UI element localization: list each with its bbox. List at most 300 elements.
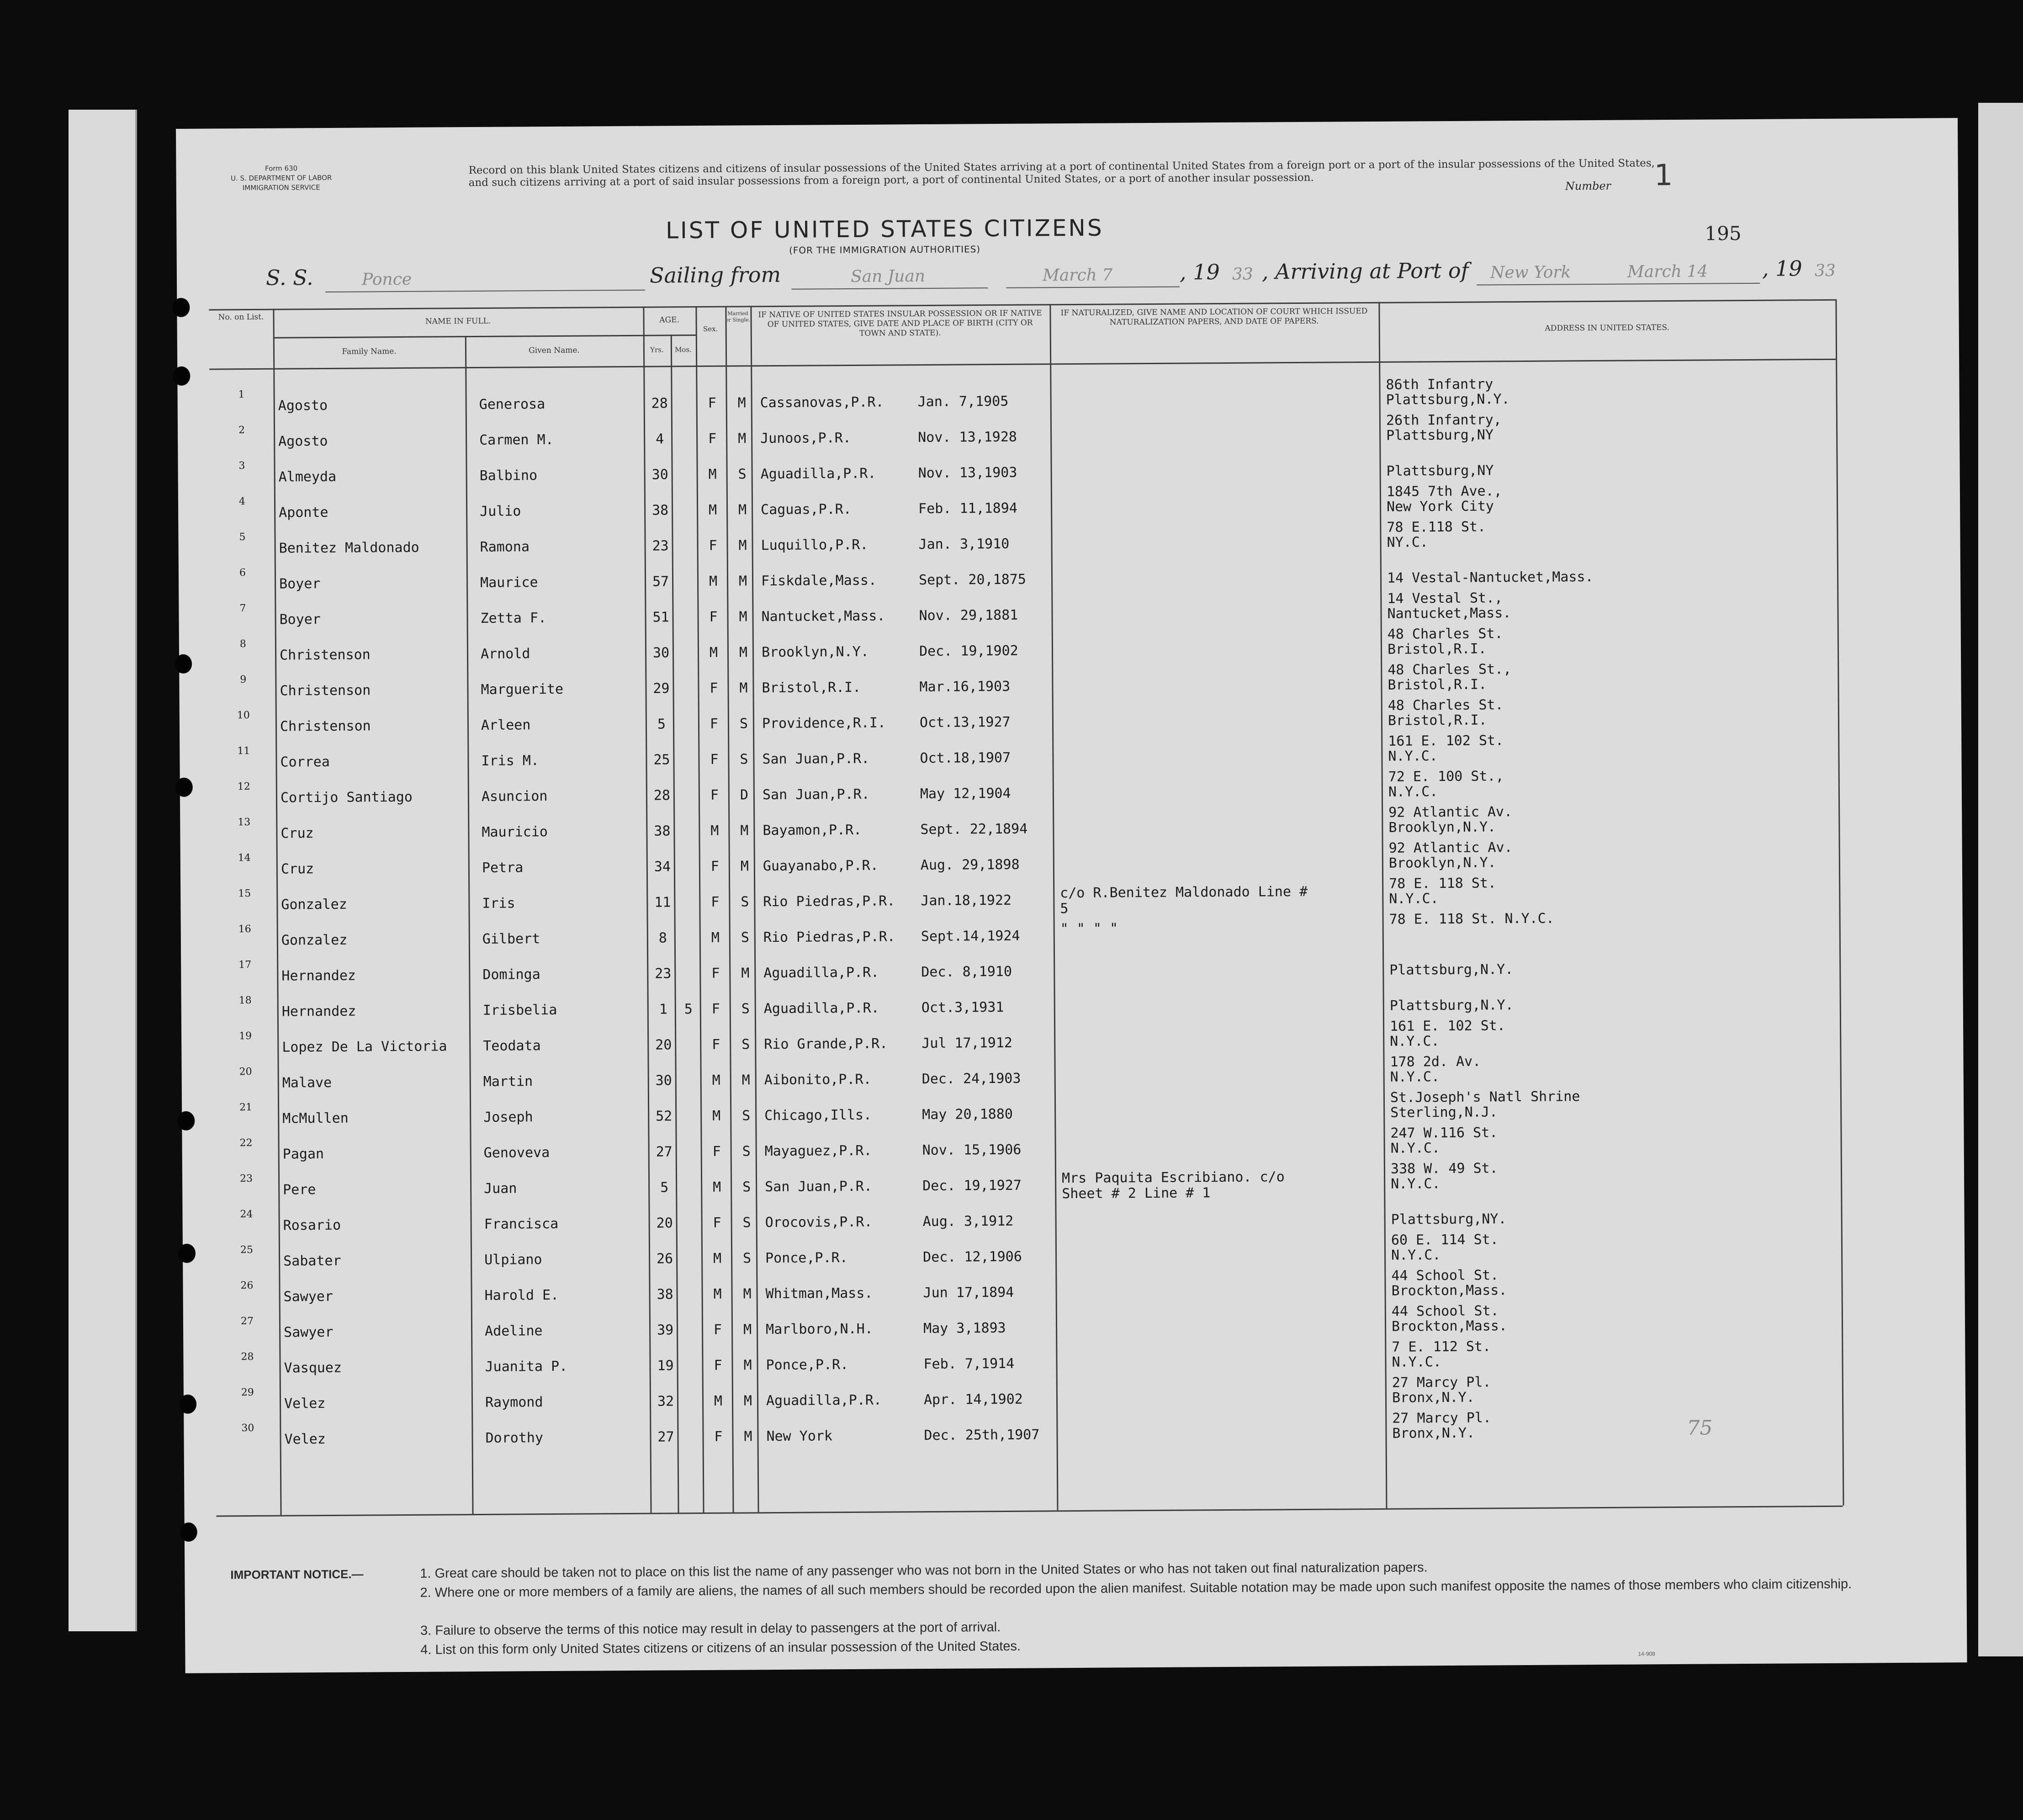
sex: M bbox=[708, 466, 717, 483]
birth-place: Ponce,P.R. bbox=[766, 1357, 849, 1374]
sex: F bbox=[710, 787, 719, 803]
marital-status: S bbox=[740, 751, 748, 768]
marital-status: M bbox=[741, 965, 750, 982]
address bbox=[1389, 911, 1554, 927]
sex: F bbox=[713, 1215, 721, 1231]
address-line-2: Nantucket,Mass. bbox=[1387, 605, 1511, 622]
address-line-1 bbox=[1389, 947, 1513, 963]
age-years: 51 bbox=[652, 609, 669, 626]
given-name: Gilbert bbox=[482, 931, 540, 947]
birth-place: Ponce,P.R. bbox=[765, 1250, 848, 1267]
marital-status: S bbox=[741, 1036, 750, 1053]
row-number: 16 bbox=[238, 923, 251, 935]
birth-date: Oct.13,1927 bbox=[919, 714, 1011, 731]
given-name: Ulpiano bbox=[484, 1252, 542, 1268]
address-line-1: 72 E. 100 St., bbox=[1388, 768, 1504, 785]
address bbox=[1388, 804, 1512, 835]
family-name: Vasquez bbox=[284, 1359, 342, 1376]
sex: M bbox=[709, 573, 718, 589]
address-line-2: Sterling,N.J. bbox=[1390, 1104, 1498, 1121]
address-line-1: 48 Charles St., bbox=[1388, 661, 1512, 678]
passenger-table bbox=[209, 299, 1861, 1552]
birth-date: Apr. 14,1902 bbox=[923, 1391, 1023, 1408]
address-line-2: Brockton,Mass. bbox=[1391, 1318, 1508, 1335]
age-years: 1 bbox=[659, 1001, 667, 1018]
page-title: LIST OF UNITED STATES CITIZENS bbox=[665, 214, 1104, 244]
marital-status: M bbox=[739, 644, 748, 661]
row-number: 5 bbox=[239, 531, 246, 543]
age-years: 20 bbox=[655, 1037, 672, 1053]
age-years: 28 bbox=[653, 787, 671, 804]
sex: M bbox=[712, 1108, 721, 1124]
age-years: 38 bbox=[651, 502, 669, 519]
address bbox=[1392, 1303, 1507, 1334]
address bbox=[1392, 1339, 1491, 1369]
service-name: IMMIGRATION SERVICE bbox=[242, 183, 320, 192]
birth-date: Jul 17,1912 bbox=[921, 1035, 1013, 1052]
row-number: 12 bbox=[237, 781, 250, 793]
marital-status: S bbox=[738, 466, 747, 483]
address-line-2: N.Y.C. bbox=[1388, 748, 1438, 764]
col-header-age: AGE. bbox=[659, 315, 679, 325]
row-number: 9 bbox=[240, 674, 247, 686]
birth-date: Nov. 13,1928 bbox=[918, 429, 1017, 446]
year-prefix-2: , 19 bbox=[1762, 256, 1802, 281]
sex: M bbox=[709, 644, 718, 661]
given-name: Francisca bbox=[484, 1215, 559, 1232]
address-line-1: 44 School St. bbox=[1391, 1303, 1499, 1320]
marital-status: M bbox=[743, 1357, 752, 1374]
birth-date: Nov. 13,1903 bbox=[918, 464, 1017, 482]
address-line-2: Bronx,N.Y. bbox=[1392, 1425, 1475, 1442]
address bbox=[1391, 1268, 1507, 1299]
address-line-1: 60 E. 114 St. bbox=[1391, 1231, 1499, 1248]
address-line-2: Bristol,R.I. bbox=[1388, 676, 1487, 693]
marital-status: S bbox=[741, 894, 749, 910]
given-name: Carmen M. bbox=[479, 431, 554, 448]
address-line-1: 86th Infantry bbox=[1386, 376, 1493, 393]
handwritten-note: 75 bbox=[1687, 1416, 1713, 1440]
arriving-label: , Arriving at Port of bbox=[1261, 258, 1469, 284]
given-name: Mauricio bbox=[482, 824, 548, 840]
given-name: Julio bbox=[480, 503, 521, 520]
page-stamp: 195 bbox=[1705, 222, 1742, 245]
address-line-1: 178 2d. Av. bbox=[1390, 1053, 1481, 1070]
family-name: Pagan bbox=[282, 1146, 324, 1162]
age-years: 27 bbox=[657, 1429, 674, 1445]
given-name: Iris bbox=[482, 895, 515, 912]
family-name: Sabater bbox=[283, 1252, 341, 1269]
family-name: Gonzalez bbox=[281, 932, 348, 949]
print-stamp: 14-908 bbox=[1638, 1650, 1655, 1657]
marital-status: S bbox=[742, 1108, 751, 1124]
marital-status: M bbox=[738, 573, 747, 589]
row-number: 17 bbox=[238, 959, 252, 971]
family-name: Christenson bbox=[280, 718, 371, 735]
address-line-2: Bronx,N.Y. bbox=[1392, 1389, 1475, 1406]
address bbox=[1388, 662, 1511, 693]
sex: F bbox=[711, 965, 720, 982]
address bbox=[1390, 1089, 1580, 1120]
family-name: Aponte bbox=[279, 504, 328, 521]
sex: F bbox=[708, 430, 717, 447]
address-line-2: Brooklyn,N.Y. bbox=[1388, 854, 1496, 871]
age-years: 4 bbox=[656, 431, 664, 447]
birth-date: Jan. 7,1905 bbox=[917, 393, 1009, 410]
age-months: 5 bbox=[684, 1001, 693, 1018]
address-line-1: 78 E.118 St. bbox=[1387, 519, 1486, 536]
page-subtitle: (FOR THE IMMIGRATION AUTHORITIES) bbox=[789, 244, 981, 256]
age-years: 8 bbox=[658, 930, 667, 946]
address bbox=[1390, 1125, 1498, 1156]
birth-date: Dec. 24,1903 bbox=[921, 1070, 1021, 1088]
family-name: Pere bbox=[283, 1182, 316, 1198]
address bbox=[1392, 1410, 1491, 1441]
address-line-1: St.Joseph's Natl Shrine bbox=[1390, 1088, 1580, 1106]
address-line-1: 26th Infantry, bbox=[1386, 412, 1502, 429]
address-line-1: 161 E. 102 St. bbox=[1388, 732, 1504, 749]
birth-place: Whitman,Mass. bbox=[765, 1285, 873, 1302]
col-header-address: ADDRESS IN UNITED STATES. bbox=[1545, 323, 1669, 333]
address-line-1: 7 E. 112 St. bbox=[1392, 1338, 1491, 1355]
birth-date: Nov. 29,1881 bbox=[919, 607, 1018, 624]
birth-place: San Juan,P.R. bbox=[762, 750, 870, 768]
marital-status: M bbox=[744, 1428, 752, 1445]
birth-date: Dec. 19,1902 bbox=[919, 642, 1018, 660]
address bbox=[1388, 769, 1504, 800]
binder-hole bbox=[173, 366, 190, 386]
age-years: 32 bbox=[657, 1393, 674, 1410]
family-name: Christenson bbox=[279, 647, 371, 663]
address-line-2: N.Y.C. bbox=[1390, 1033, 1440, 1050]
address-line-2: New York City bbox=[1386, 498, 1494, 515]
age-years: 52 bbox=[656, 1108, 673, 1125]
birth-date: Dec. 8,1910 bbox=[921, 963, 1012, 981]
row-number: 14 bbox=[238, 852, 251, 864]
address bbox=[1389, 840, 1513, 871]
address bbox=[1389, 876, 1496, 906]
birth-date: May 20,1880 bbox=[922, 1106, 1013, 1123]
sex: F bbox=[709, 537, 717, 554]
col-header-naturalized: IF NATURALIZED, GIVE NAME AND LOCATION OF COURT WHICH ISSUED NATURALIZATION PAPERS, AND DATE OF PAPERS. bbox=[1060, 307, 1368, 327]
address bbox=[1390, 1018, 1505, 1049]
birth-date: Dec. 25th,1907 bbox=[924, 1427, 1040, 1444]
address-line-2: N.Y.C. bbox=[1392, 1354, 1442, 1370]
birth-place: Rio Piedras,P.R. bbox=[763, 929, 895, 946]
given-name: Adeline bbox=[484, 1323, 543, 1339]
marital-status: S bbox=[741, 929, 749, 946]
col-header-yrs: Yrs. bbox=[650, 345, 664, 354]
naturalization-note: Mrs Paquita Escribiano. c/o Sheet # 2 Line # 1 bbox=[1061, 1169, 1285, 1202]
birth-date: Sept.14,1924 bbox=[921, 928, 1020, 945]
given-name: Iris M. bbox=[481, 753, 540, 769]
family-name: Hernandez bbox=[281, 1003, 356, 1020]
address-line-2: Brockton,Mass. bbox=[1391, 1282, 1507, 1299]
form-identifier bbox=[194, 163, 368, 193]
birth-place: Rio Piedras,P.R. bbox=[763, 893, 895, 910]
sex: M bbox=[713, 1179, 721, 1195]
given-name: Dominga bbox=[482, 966, 540, 983]
address-line-1: 44 School St. bbox=[1391, 1267, 1499, 1284]
binder-hole bbox=[177, 1111, 195, 1130]
address-line-1 bbox=[1389, 982, 1513, 998]
fold-edge bbox=[69, 110, 137, 1631]
address-line-1: 92 Atlantic Av. bbox=[1388, 804, 1513, 821]
given-name: Joseph bbox=[483, 1109, 533, 1125]
marital-status: S bbox=[742, 1250, 752, 1267]
sex: M bbox=[714, 1393, 723, 1409]
sex: F bbox=[709, 609, 718, 625]
address-line-2: N.Y.C. bbox=[1391, 1176, 1440, 1192]
birth-place: Rio Grande,P.R. bbox=[764, 1035, 888, 1053]
given-name: Dorothy bbox=[485, 1430, 544, 1446]
given-name: Genoveva bbox=[483, 1145, 550, 1161]
address-line-2: 14 Vestal-Nantucket,Mass. bbox=[1387, 569, 1594, 586]
sex: F bbox=[712, 1036, 720, 1053]
age-years: 57 bbox=[652, 573, 669, 590]
adjacent-page-strip bbox=[1978, 103, 2023, 1656]
given-name: Irisbelia bbox=[482, 1002, 557, 1019]
address-line-1: 338 W. 49 St. bbox=[1390, 1160, 1498, 1177]
birth-date: Jan.18,1922 bbox=[921, 892, 1012, 909]
arriving-port: New York bbox=[1490, 263, 1571, 282]
address-line-2: N.Y.C. bbox=[1389, 891, 1439, 907]
birth-date: Aug. 29,1898 bbox=[920, 856, 1020, 874]
row-number: 29 bbox=[241, 1387, 254, 1399]
given-name: Juanita P. bbox=[485, 1358, 568, 1375]
birth-place: Cassanovas,P.R. bbox=[760, 394, 884, 411]
birth-date: Jan. 3,1910 bbox=[918, 536, 1010, 553]
given-name: Balbino bbox=[479, 467, 538, 484]
marital-status: M bbox=[741, 1072, 750, 1088]
given-name: Asuncion bbox=[481, 788, 548, 805]
sex: F bbox=[710, 716, 719, 732]
sex: M bbox=[711, 929, 720, 946]
family-name: Cruz bbox=[281, 825, 314, 842]
birth-date: Jun 17,1894 bbox=[923, 1284, 1014, 1301]
birth-place: Caguas,P.R. bbox=[761, 501, 852, 518]
address-line-2: Plattsburg,N.Y. bbox=[1389, 997, 1514, 1014]
address bbox=[1388, 697, 1504, 728]
birth-date: May 3,1893 bbox=[923, 1320, 1006, 1337]
address-line-1: 27 Marcy Pl. bbox=[1392, 1410, 1492, 1427]
family-name: Rosario bbox=[283, 1217, 341, 1234]
given-name: Teodata bbox=[483, 1038, 541, 1054]
address bbox=[1391, 1196, 1506, 1227]
address-line-2: N.Y.C. bbox=[1390, 1069, 1440, 1085]
col-header-name: NAME IN FULL. bbox=[425, 316, 491, 326]
birth-place: Nantucket,Mass. bbox=[761, 608, 885, 625]
col-header-native: IF NATIVE OF UNITED STATES INSULAR POSSESSION OR IF NATIVE OF UNITED STATES, GIVE DATE AND PLACE OF BIRTH (CITY OR TOWN AND STATE). bbox=[758, 308, 1042, 338]
ss-label: S. S. bbox=[265, 265, 313, 290]
row-number: 20 bbox=[239, 1066, 252, 1078]
age-years: 29 bbox=[653, 680, 670, 697]
birth-place: New York bbox=[766, 1428, 833, 1445]
family-name: Sawyer bbox=[283, 1324, 334, 1341]
age-years: 26 bbox=[656, 1251, 673, 1267]
family-name: Lopez De La Victoria bbox=[282, 1038, 447, 1056]
naturalization-note: " " " " bbox=[1060, 920, 1118, 937]
birth-place: Bristol,R.I. bbox=[762, 679, 861, 696]
row-number: 30 bbox=[241, 1422, 254, 1434]
naturalization-note: c/o R.Benitez Maldonado Line # 5 bbox=[1060, 883, 1308, 917]
row-number: 8 bbox=[239, 638, 246, 650]
row-number: 28 bbox=[241, 1351, 254, 1363]
birth-date: Dec. 19,1927 bbox=[922, 1177, 1022, 1194]
family-name: Velez bbox=[284, 1431, 326, 1448]
birth-date: Oct.18,1907 bbox=[920, 749, 1011, 767]
row-number: 3 bbox=[238, 460, 245, 472]
age-years: 5 bbox=[657, 716, 666, 732]
form-number: Form 630 bbox=[265, 164, 298, 173]
given-name: Petra bbox=[482, 860, 524, 876]
address bbox=[1391, 1161, 1498, 1191]
birth-place: Aguadilla,P.R. bbox=[763, 964, 879, 982]
address bbox=[1388, 733, 1504, 764]
address bbox=[1388, 626, 1503, 657]
row-number: 2 bbox=[238, 424, 245, 436]
birth-place: Junoos,P.R. bbox=[760, 430, 851, 447]
manifest-page bbox=[176, 118, 1967, 1673]
age-years: 23 bbox=[652, 538, 669, 554]
age-years: 30 bbox=[652, 645, 670, 661]
col-header-family: Family Name. bbox=[342, 347, 397, 356]
age-years: 5 bbox=[660, 1179, 669, 1196]
age-years: 20 bbox=[656, 1215, 673, 1231]
given-name: Raymond bbox=[485, 1394, 543, 1411]
marital-status: M bbox=[738, 502, 747, 518]
row-number: 21 bbox=[239, 1102, 253, 1114]
birth-date: Nov. 15,1906 bbox=[922, 1141, 1022, 1159]
marital-status: S bbox=[742, 1179, 751, 1195]
row-number: 6 bbox=[239, 567, 246, 579]
marital-status: M bbox=[743, 1286, 752, 1302]
row-number: 1 bbox=[238, 389, 245, 401]
family-name: Malave bbox=[282, 1074, 332, 1091]
birth-date: Dec. 12,1906 bbox=[923, 1248, 1022, 1266]
address bbox=[1387, 554, 1594, 586]
age-years: 34 bbox=[654, 859, 671, 875]
voyage-line bbox=[266, 255, 1920, 297]
sex: F bbox=[714, 1357, 722, 1374]
address-line-2: Plattsburg,NY bbox=[1386, 427, 1494, 444]
sailing-year: 33 bbox=[1232, 265, 1253, 284]
sex: F bbox=[710, 858, 720, 875]
address-line-2: N.Y.C. bbox=[1388, 784, 1438, 800]
family-name: McMullen bbox=[282, 1110, 349, 1127]
col-header-no: No. on List. bbox=[218, 312, 264, 322]
marital-status: M bbox=[739, 680, 748, 696]
age-years: 38 bbox=[654, 823, 671, 839]
birth-place: Luquillo,P.R. bbox=[761, 536, 869, 554]
family-name: Almeyda bbox=[278, 468, 337, 485]
row-number: 10 bbox=[237, 710, 250, 722]
sailing-label: Sailing from bbox=[649, 262, 781, 288]
record-instructions: Record on this blank United States citizens and citizens of insular possessions of the United States arriving at a port of continental United States from a foreign port or a port of the insular possessions of the United States, and such citizens arriving at a port of said insular possessions from a foreign port, a port of continental United States, or a port of another insular possession. bbox=[468, 157, 1655, 189]
birth-place: San Juan,P.R. bbox=[765, 1178, 873, 1195]
sex: F bbox=[711, 894, 720, 910]
notice-item-4: 4. List on this form only United States citizens or citizens of an insular possession of the United States. bbox=[420, 1639, 1021, 1657]
birth-place: Providence,R.I. bbox=[762, 715, 886, 732]
binder-hole bbox=[180, 1523, 197, 1542]
address-line-2: NY.C. bbox=[1387, 534, 1428, 551]
age-years: 23 bbox=[655, 966, 672, 982]
address-line-1: 48 Charles St. bbox=[1387, 626, 1503, 642]
row-number: 7 bbox=[239, 603, 246, 615]
birth-date: Sept. 20,1875 bbox=[918, 571, 1026, 589]
family-name: Velez bbox=[284, 1396, 326, 1412]
given-name: Marguerite bbox=[481, 681, 564, 698]
col-header-married: Married or Single. bbox=[725, 310, 751, 323]
address-line-1 bbox=[1391, 1196, 1506, 1212]
sex: M bbox=[710, 822, 719, 839]
family-name: Cortijo Santiago bbox=[280, 789, 413, 806]
address bbox=[1389, 947, 1513, 978]
given-name: Arnold bbox=[480, 646, 530, 662]
given-name: Harold E. bbox=[484, 1287, 559, 1304]
row-number: 26 bbox=[240, 1280, 254, 1292]
family-name: Cruz bbox=[281, 861, 314, 877]
birth-date: Feb. 11,1894 bbox=[918, 500, 1017, 517]
sex: F bbox=[712, 1143, 721, 1160]
age-years: 19 bbox=[657, 1358, 674, 1374]
address-line-2: N.Y.C. bbox=[1390, 1140, 1440, 1157]
binder-hole bbox=[175, 778, 193, 797]
sex: F bbox=[711, 1001, 720, 1017]
binder-hole bbox=[178, 1244, 196, 1263]
family-name: Agosto bbox=[278, 397, 328, 414]
sex: M bbox=[713, 1286, 722, 1302]
naturalization-note bbox=[1057, 385, 1313, 387]
age-years: 30 bbox=[651, 467, 668, 483]
notice-item-2: 2. Where one or more members of a family are aliens, the names of all such members should be recorded upon the alien manifest. Suitable notation may be made upon such manifest opposite the names of those members who claim citizenship. bbox=[420, 1576, 1852, 1600]
birth-date: Oct.3,1931 bbox=[921, 999, 1004, 1016]
notice-item-3: 3. Failure to observe the terms of this notice may result in delay to passengers at the port of arrival. bbox=[420, 1620, 1001, 1638]
birth-place: Orocovis,P.R. bbox=[765, 1214, 873, 1231]
address-line-1: 14 Vestal St., bbox=[1387, 590, 1503, 607]
address bbox=[1391, 1232, 1499, 1263]
marital-status: M bbox=[738, 537, 747, 554]
birth-place: Marlboro,N.H. bbox=[765, 1321, 873, 1338]
address-line-2: Plattsburg,NY. bbox=[1391, 1211, 1507, 1228]
row-number: 27 bbox=[240, 1316, 254, 1327]
row-number: 19 bbox=[239, 1030, 252, 1042]
address bbox=[1386, 448, 1493, 478]
birth-place: Guayanabo,P.R. bbox=[763, 857, 879, 875]
address-line-2: Bristol,R.I. bbox=[1387, 641, 1487, 658]
given-name: Martin bbox=[483, 1073, 533, 1090]
family-name: Agosto bbox=[278, 433, 328, 450]
marital-status: S bbox=[739, 716, 748, 732]
age-years: 27 bbox=[656, 1144, 673, 1160]
col-header-mos: Mos. bbox=[674, 345, 692, 354]
row-number: 25 bbox=[240, 1244, 254, 1256]
given-name: Ramona bbox=[480, 539, 530, 555]
given-name: Maurice bbox=[480, 574, 538, 591]
notice-heading: IMPORTANT NOTICE.— bbox=[230, 1567, 364, 1582]
arriving-year: 33 bbox=[1814, 261, 1836, 281]
family-name: Hernandez bbox=[281, 967, 356, 984]
family-name: Sawyer bbox=[283, 1288, 334, 1305]
address-line-2: N.Y.C. bbox=[1391, 1247, 1441, 1263]
family-name: Boyer bbox=[279, 611, 321, 628]
age-years: 38 bbox=[657, 1286, 673, 1303]
marital-status: S bbox=[742, 1215, 751, 1231]
birth-place: Chicago,Ills. bbox=[764, 1107, 872, 1124]
row-number: 11 bbox=[237, 745, 250, 757]
given-name: Zetta F. bbox=[480, 610, 547, 626]
address bbox=[1387, 520, 1486, 550]
